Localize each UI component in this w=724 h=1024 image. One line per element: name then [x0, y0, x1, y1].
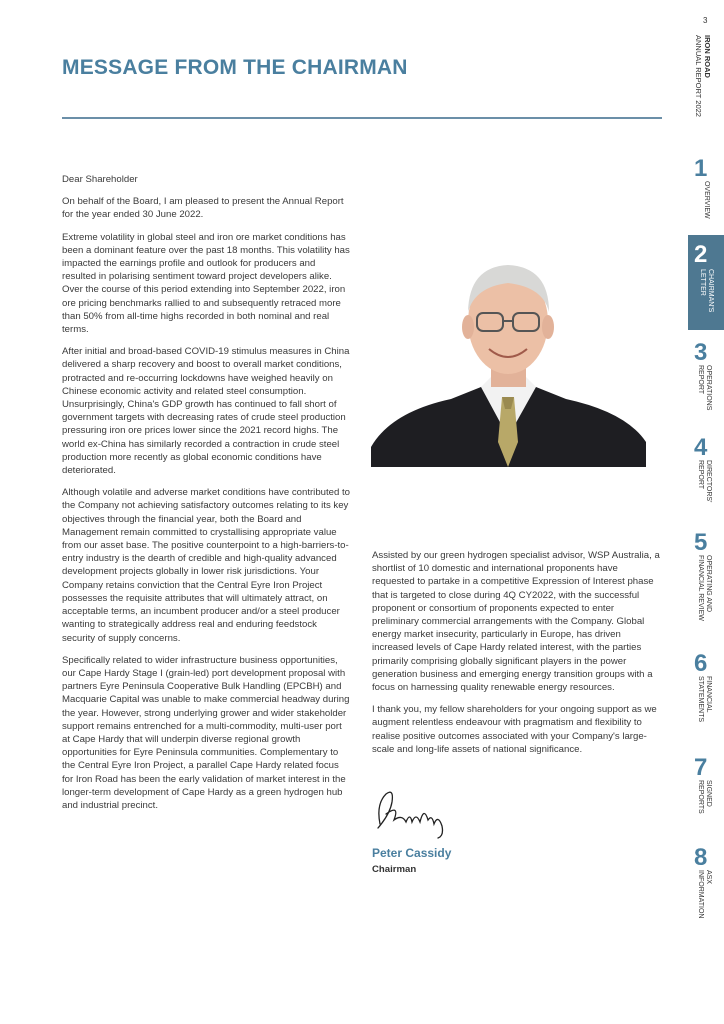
sidebar-item-chairmans-letter[interactable]	[688, 235, 724, 330]
section-label: OPERATIONS REPORT	[697, 365, 712, 411]
section-label: CHAIRMAN'S LETTER	[699, 269, 714, 313]
paragraph: After initial and broad-based COVID-19 stimulus measures in China delivered a sharp recovery and boost to overall market conditions, protracted and re-occurring lockdowns have weighed heavily on Chinese economic activity and related steel consumption. Unsurprisingly, China's GDP growth has continued to fall short of government targets with decreasing rates of crude steel production pressuring iron ore prices lower since the 2021 record highs. The world ex-China has similarly recorded a contraction in crude steel production more recently as global economic conditions have deteriorated.	[62, 346, 350, 477]
paragraph: Specifically related to wider infrastructure business opportunities, our Cape Hardy Stage I (grain-led) port development proposal with partners Eyre Peninsula Cooperative Bulk Handling (EPCBH) and Macquarie Capital was unable to make commercial headway during the year. However, strong underlying grower and wider stakeholder support remains entrenched for a multi-commodity, multi-user port at Cape Hardy that will underpin diverse regional growth opportunities for Eyre Peninsula communities. Complementary to the Central Eyre Iron Project, a parallel Cape Hardy related focus for Iron Road has been the early validation of market interest in the longer-term development of Cape Hardy as a green hydrogen hub and industrial precinct.	[62, 654, 350, 811]
section-number: 6	[694, 650, 708, 677]
section-label: FINANCIAL STATEMENTS	[697, 676, 712, 723]
section-number: 4	[694, 434, 708, 461]
signature-image	[372, 784, 452, 839]
section-label: SIGNED REPORTS	[697, 780, 712, 814]
paragraph: Extreme volatility in global steel and iron ore market conditions has been a dominant feature over the past 18 months. This volatility has impacted the earnings profile and outlook for producers and resulted in polarising sentiment toward project developers alike. Over the course of this period extending into September 2022, iron ore pricing benchmarks rallied to and subsequently retraced more than 50% from all-time highs recorded in both nominal and real terms.	[62, 231, 350, 336]
section-number: 2	[694, 241, 708, 268]
section-number: 8	[694, 844, 708, 871]
section-number: 5	[694, 529, 708, 556]
section-label: OVERVIEW	[703, 181, 710, 219]
signatory-role: Chairman	[372, 864, 417, 875]
report-name: ANNUAL REPORT 2022	[694, 35, 703, 117]
page-number: 3	[703, 16, 708, 25]
title-divider	[62, 117, 662, 119]
brand-name: IRON ROAD	[703, 35, 712, 78]
section-number: 7	[694, 754, 708, 781]
report-brand	[694, 35, 712, 117]
chairman-portrait	[371, 237, 646, 467]
letter-right-column	[372, 549, 662, 765]
letter-left-column	[62, 173, 350, 821]
paragraph: On behalf of the Board, I am pleased to present the Annual Report for the year ended 30 June 2022.	[62, 196, 344, 221]
section-number: 1	[694, 155, 708, 182]
paragraph: I thank you, my fellow shareholders for your ongoing support as we augment relentless endeavour with pragmatism and flexibility to realise positive outcomes associated with your Company's large-scale and long-life assets of national significance.	[372, 704, 657, 755]
page-title: MESSAGE FROM THE CHAIRMAN	[62, 56, 408, 79]
section-number: 3	[694, 339, 708, 366]
salutation: Dear Shareholder	[62, 174, 138, 185]
paragraph: Assisted by our green hydrogen specialist advisor, WSP Australia, a shortlist of 10 domestic and international proponents have requested to partake in a competitive Expression of Interest phase that is targeted to close during 4Q CY2022, with the successful proponent or consortium of proponents expected to enter preliminary commercial arrangements with the Company. Global energy market insecurity, particularly in Europe, has driven increased levels of Cape Hardy related interest, with the parties primarily comprising globally significant players in the power generation business and emerging energy transition groups with a focus on harnessing quality renewable energy resources.	[372, 550, 660, 694]
paragraph: Although volatile and adverse market conditions have contributed to the Company not achieving satisfactory outcomes relating to its key objectives through the financial year, both the Board and Management remain committed to crystallising appropriate value from our asset base. The positive counterpoint to a high-barriers-to-entry industry is the dearth of credible and high-quality advanced development projects globally in lower risk jurisdictions. Your Company retains conviction that the Central Eyre Iron Project possesses the requisite attributes that will ultimately attract, on acceptable terms, an incumbent producer and/or a steel producer wanting to strategically address real and enduring feedstock security of supply concerns.	[62, 487, 350, 644]
section-label: OPERATING AND FINANCIAL REVIEW	[697, 555, 712, 621]
section-label: DIRECTORS' REPORT	[697, 460, 712, 503]
portrait-illustration	[371, 237, 646, 467]
section-label: ASX INFORMATION	[697, 870, 712, 919]
signatory-name: Peter Cassidy	[372, 846, 452, 860]
